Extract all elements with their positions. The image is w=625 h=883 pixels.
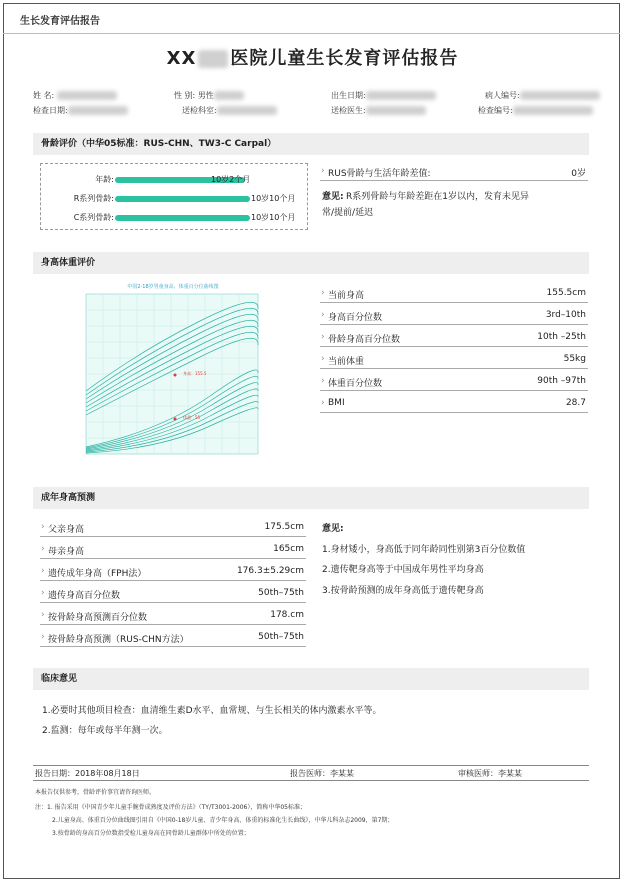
section-adult-height: 成年身高预测 bbox=[33, 487, 589, 509]
bone-age-row: 年龄: 10岁2个月 bbox=[95, 175, 251, 184]
growth-chart-svg bbox=[80, 291, 266, 459]
info-exam-date: 检查日期: bbox=[33, 105, 128, 116]
title-suffix: 医院儿童生长发育评估报告 bbox=[230, 48, 459, 69]
report-title bbox=[0, 44, 625, 70]
info-sex: 性 别: 男性 bbox=[174, 90, 244, 101]
adult-row: › 父亲身高 175.5cm bbox=[40, 519, 306, 537]
growth-chart bbox=[80, 283, 266, 460]
info-name: 姓 名: bbox=[33, 90, 117, 101]
review-doctor: 审核医师：李某某 bbox=[458, 769, 522, 778]
info-birth: 出生日期: bbox=[331, 90, 436, 101]
adult-opinion-1: 1.身材矮小，身高低于同年龄同性别第3百分位数值 bbox=[322, 545, 526, 555]
adult-opinion-title: 意见: bbox=[322, 524, 344, 534]
clinical-line1: 1.必要时其他项目检查：血清维生素D水平、血常规、与生长相关的体内激素水平等。 bbox=[42, 706, 382, 716]
bone-age-row: R系列骨龄: 10岁10个月 bbox=[73, 194, 296, 203]
bone-age-bar bbox=[115, 196, 250, 202]
bone-age-row: C系列骨龄: 10岁10个月 bbox=[73, 213, 296, 222]
adult-row: › 母亲身高 165cm bbox=[40, 541, 306, 559]
adult-row: › 遗传身高百分位数 50th–75th bbox=[40, 585, 306, 603]
section-height-weight: 身高体重评价 bbox=[33, 252, 589, 274]
section-bone-age: 骨龄评价（中华05标准：RUS-CHN、TW3-C Carpal） bbox=[33, 133, 589, 155]
bone-opinion-title: 意见: bbox=[322, 192, 344, 202]
bone-age-diff: › RUS骨龄与生活年龄差值: 0岁 bbox=[320, 163, 588, 181]
hw-row: › 骨龄身高百分位数 10th –25th bbox=[320, 329, 588, 347]
clinical-line2: 2.监测：每年或每半年测一次。 bbox=[42, 726, 168, 736]
adult-row: › 按骨龄身高预测（RUS-CHN方法） 50th–75th bbox=[40, 629, 306, 647]
title-prefix: XX bbox=[166, 48, 197, 69]
window-title: 生长发育评估报告 bbox=[20, 16, 100, 27]
note-2: 2.儿童身高、体重百分位曲线图引用自《中国0-18岁儿童、青少年身高、体重的标准化生长曲线》，中华儿科杂志2009，第7期； bbox=[52, 817, 394, 824]
chart-weight-marker: 体重：55 bbox=[183, 415, 201, 420]
adult-opinion-2: 2.遗传靶身高等于中国成年男性平均身高 bbox=[322, 565, 484, 575]
bone-opinion-line1: R系列骨龄与年龄差距在1岁以内，发育未见异 bbox=[346, 192, 529, 202]
redacted-hospital-name bbox=[198, 50, 228, 68]
section-clinical: 临床意见 bbox=[33, 668, 589, 690]
bone-age-box bbox=[40, 163, 308, 230]
footer-divider-top bbox=[33, 765, 589, 766]
chart-height-marker: 身高：155.5 bbox=[183, 371, 207, 376]
disclaimer: 本报告仅供参考，骨龄评价事宜请咨询医师。 bbox=[35, 789, 156, 796]
info-dept: 送检科室: bbox=[182, 105, 277, 116]
hw-row: › 当前身高 155.5cm bbox=[320, 285, 588, 303]
adult-row: › 遗传成年身高（FPH法） 176.3±5.29cm bbox=[40, 563, 306, 581]
footer-divider-bottom bbox=[33, 780, 589, 781]
note-3: 3.按骨龄的身高百分位数指受检儿童身高在同骨龄儿童群体中所处的位置； bbox=[52, 830, 250, 837]
report-date: 报告日期：2018年08月18日 bbox=[35, 769, 140, 778]
report-doctor: 报告医师：李某某 bbox=[290, 769, 354, 778]
note-1: 注：1. 报告采用《中国青少年儿童手腕骨成熟度及评价方法》（TY/T3001-2006），简称中华05标准； bbox=[35, 804, 306, 811]
bone-opinion-line2: 常/提前/延迟 bbox=[322, 208, 374, 218]
info-doctor: 送检医生: bbox=[331, 105, 426, 116]
title-divider bbox=[3, 33, 620, 34]
bone-age-bar bbox=[115, 215, 250, 221]
info-exam-no: 检查编号: bbox=[478, 105, 593, 116]
hw-row: › 当前体重 55kg bbox=[320, 351, 588, 369]
hw-row: › BMI 28.7 bbox=[320, 395, 588, 413]
info-patient-no: 病人编号: bbox=[485, 90, 600, 101]
hw-row: › 体重百分位数 90th –97th bbox=[320, 373, 588, 391]
growth-chart-title: 中国2-18岁男童身高、体重百分位曲线图 bbox=[127, 284, 219, 290]
adult-opinion-3: 3.按骨龄预测的成年身高低于遗传靶身高 bbox=[322, 586, 484, 596]
adult-row: › 按骨龄身高预测百分位数 178.cm bbox=[40, 607, 306, 625]
hw-row: › 身高百分位数 3rd–10th bbox=[320, 307, 588, 325]
